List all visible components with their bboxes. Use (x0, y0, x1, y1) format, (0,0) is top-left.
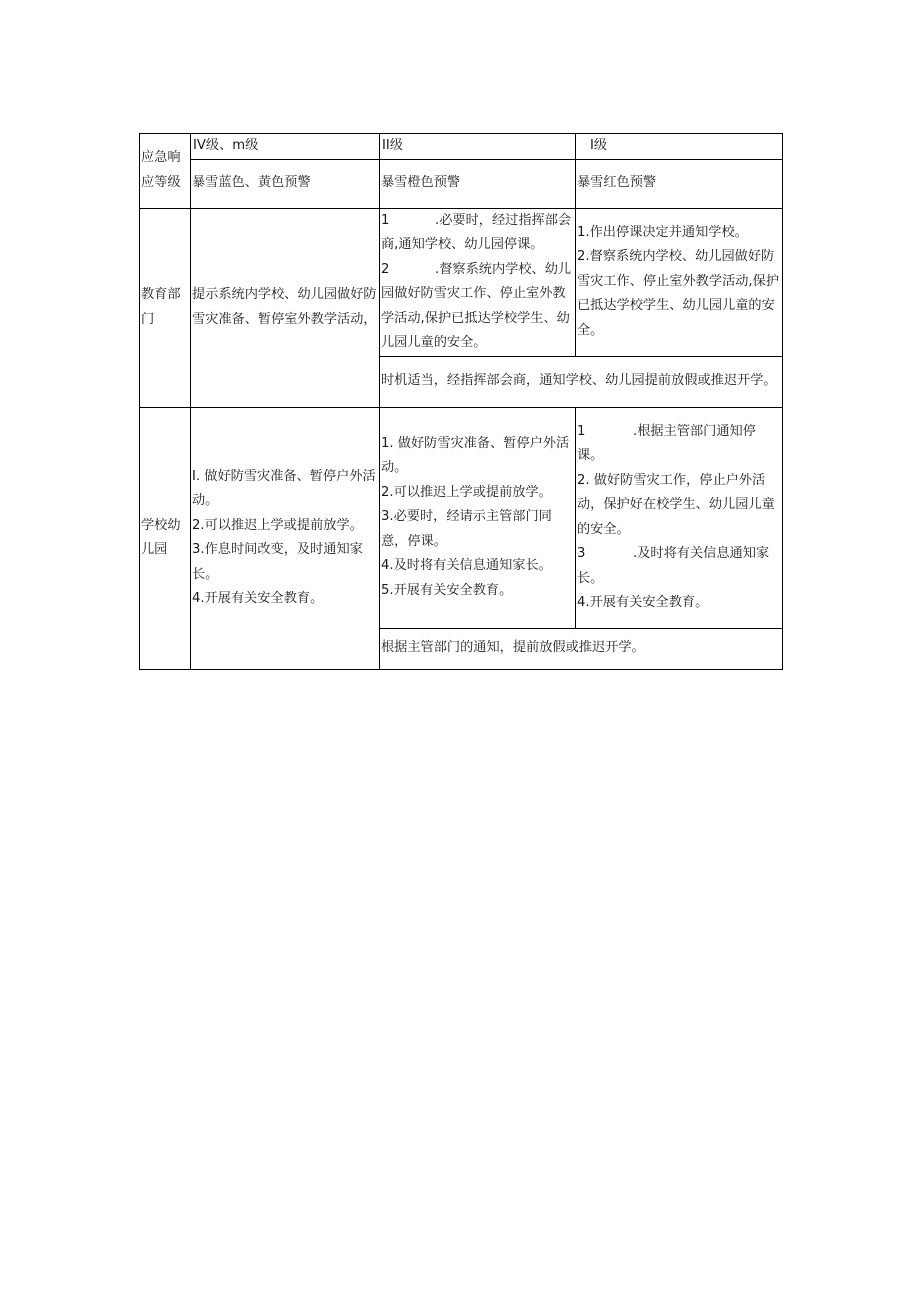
education-dept-label: 教育部门 (141, 287, 181, 327)
school-label: 学校幼儿园 (141, 517, 181, 557)
school-shared-note-cell (380, 628, 783, 669)
school-row (140, 407, 783, 628)
item-text: .督察系统内学校、幼儿园做好防雪灾工作、停止室外教学活动,保护已抵达学校学生、幼儿园儿童的安全。 (381, 261, 572, 350)
school-level-1-item (577, 591, 782, 616)
warning-blue-yellow (191, 159, 380, 208)
school-level-1-item (577, 542, 782, 591)
school-cell (140, 407, 191, 669)
item-number: 3 (381, 509, 390, 525)
item-number: 1 (381, 435, 390, 451)
school-level-2-item (381, 554, 575, 579)
education-level-2-item (381, 258, 575, 356)
item-number: 1 (577, 224, 586, 240)
school-level-2-item (381, 481, 575, 506)
item-number: 3 (577, 546, 586, 561)
item-number: I (192, 468, 196, 484)
warning-orange-text: 暴雪橙色预警 (381, 175, 461, 191)
item-text: .必要时，经过指挥部会商,通知学校、幼儿园停课。 (381, 212, 572, 252)
item-text: .及时将有关信息通知家长。 (389, 558, 552, 574)
level-2-label: II级 (382, 138, 403, 153)
item-text: .开展有关安全教育。 (200, 591, 324, 606)
warning-red-text: 暴雪红色预警 (577, 175, 657, 191)
item-number: 2 (577, 472, 586, 488)
warning-red (576, 159, 783, 208)
item-text: .根据主管部门通知停课。 (577, 423, 756, 463)
warning-orange (380, 159, 576, 208)
item-text: .可以推迟上学或提前放学。 (389, 484, 552, 500)
header-row-levels (140, 134, 783, 160)
school-level-2-item (381, 505, 575, 554)
education-dept-cell (140, 208, 191, 407)
item-number: 1 (381, 212, 390, 228)
item-text: .必要时，经请示主管部门同意，停课。 (381, 509, 552, 549)
item-text: .作息时间改变，及时通知家长。 (192, 542, 363, 582)
education-level-1-item (577, 245, 782, 343)
level-2-header (380, 134, 576, 160)
education-shared-note-cell (380, 356, 783, 407)
education-shared-note: 时机适当，经指挥部会商，通知学校、幼儿园提前放假或推迟开学。 (381, 373, 777, 389)
school-level-1-item (577, 469, 782, 543)
item-text: . 做好防雪灾准备、暂停户外活动。 (381, 435, 570, 476)
education-level-1-item (577, 221, 782, 246)
school-level-4-3-cell (191, 407, 380, 669)
education-row (140, 208, 783, 356)
item-text: .可以推迟上学或提前放学。 (200, 517, 363, 533)
item-number: 4 (381, 558, 390, 574)
item-number: 3 (192, 542, 201, 557)
school-level-4-3-item (192, 465, 379, 514)
item-text: .督察系统内学校、幼儿园做好防雪灾工作、停止室外教学活动,保护已抵达学校学生、幼儿园儿童的安全。 (577, 249, 780, 338)
school-level-1-item (577, 420, 782, 469)
level-1-label: I级 (590, 138, 608, 153)
item-text: .及时将有关信息通知家长。 (577, 546, 770, 586)
education-level-4-3-cell (191, 208, 380, 407)
header-row-warnings (140, 159, 783, 208)
warning-blue-yellow-text: 暴雪蓝色、黄色预警 (192, 175, 311, 191)
item-number: 1 (577, 423, 586, 439)
level-4-3-label: IV级、m级 (193, 138, 259, 153)
level-4-3-header (191, 134, 380, 160)
item-number: 2 (381, 484, 390, 500)
education-level-4-3-text: 提示系统内学校、幼儿园做好防雪灾准备、暂停室外教学活动， (192, 287, 377, 327)
item-text: .作出停课决定并通知学校。 (585, 224, 748, 240)
education-level-2-cell (380, 208, 576, 356)
item-number: 2 (192, 517, 201, 533)
item-text: .开展有关安全教育。 (389, 582, 513, 598)
school-level-4-3-item (192, 587, 379, 612)
education-level-2-item (381, 209, 575, 258)
response-level-corner-cell (140, 134, 191, 209)
school-shared-note: 根据主管部门的通知，提前放假或推迟开学。 (381, 640, 645, 656)
item-text: . 做好防雪灾工作，停止户外活动，保护好在校学生、幼儿园儿童的安全。 (577, 472, 775, 537)
emergency-response-table (139, 133, 783, 670)
item-text: . 做好防雪灾准备、暂停户外活动。 (192, 468, 376, 508)
school-level-2-item (381, 432, 575, 481)
item-number: 2 (577, 249, 586, 265)
school-level-2-item (381, 579, 575, 604)
school-level-4-3-item (192, 514, 379, 539)
item-number: 4 (577, 595, 586, 610)
school-level-1-cell (576, 407, 783, 628)
school-level-2-cell (380, 407, 576, 628)
item-text: .开展有关安全教育。 (585, 595, 709, 610)
item-number: 5 (381, 582, 390, 598)
level-1-header (576, 134, 783, 160)
school-level-4-3-item (192, 538, 379, 587)
response-level-label: 应急响应等级 (141, 150, 181, 190)
item-number: 4 (192, 591, 201, 606)
education-level-1-cell (576, 208, 783, 356)
item-number: 2 (381, 261, 390, 277)
